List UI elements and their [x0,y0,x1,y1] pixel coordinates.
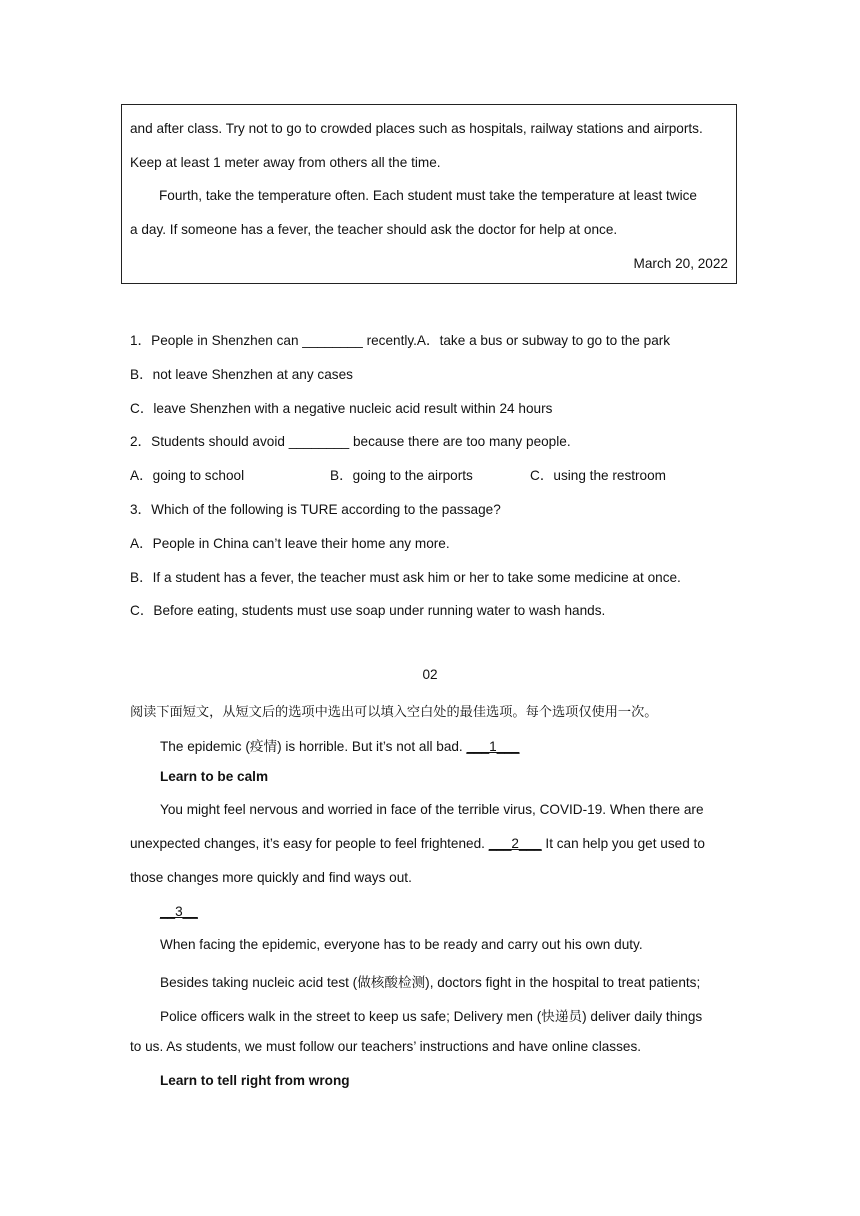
box-line-4: a day. If someone has a fever, the teacher should ask the doctor for help at once. [130,222,618,237]
question-3-option-a: A．People in China can’t leave their home any more. [130,536,450,551]
question-2-stem: 2．Students should avoid ________ because there are too many people. [130,434,571,449]
heading-learn-to-be-calm: Learn to be calm [160,769,269,784]
paragraph-1-text: The epidemic (疫情) is horrible. But it’s not all bad. [160,739,467,754]
question-1-option-b: B．not leave Shenzhen at any cases [130,367,353,382]
paragraph-2-line-2 [130,836,705,851]
question-1-stem: 1．People in Shenzhen can ________ recently.A．take a bus or subway to go to the park [130,333,671,348]
blank-3: __3__ [160,904,198,919]
section-instruction: 阅读下面短文，从短文后的选项中选出可以填入空白处的最佳选项。每个选项仅使用一次。 [130,705,658,720]
question-1-option-c: C．leave Shenzhen with a negative nucleic acid result within 24 hours [130,401,553,416]
box-line-1: and after class. Try not to go to crowded places such as hospitals, railway stations and airports. [130,121,703,136]
box-line-3: Fourth, take the temperature often. Each student must take the temperature at least twice [159,188,697,203]
paragraph-1 [160,735,519,755]
paragraph-3: When facing the epidemic, everyone has to be ready and carry out his own duty. [160,937,643,952]
question-3-option-b: B．If a student has a fever, the teacher must ask him or her to take some medicine at once. [130,570,681,585]
box-date: March 20, 2022 [633,256,728,271]
paragraph-4: Besides taking nucleic acid test (做核酸检测), doctors fight in the hospital to treat patients; [160,975,701,990]
question-3-stem: 3．Which of the following is TURE according to the passage? [130,502,501,517]
box-line-2: Keep at least 1 meter away from others all the time. [130,155,441,170]
blank-1: ___1___ [466,739,520,754]
blank-2: ___2___ [488,836,542,851]
section-number: 02 [422,667,438,682]
question-2-option-b: B．going to the airports [330,468,473,483]
paragraph-2-line-2-a: unexpected changes, it’s easy for people to feel frightened. [130,836,489,851]
passage-box [121,104,737,284]
paragraph-2-line-2-b: It can help you get used to [541,836,705,851]
question-2-option-c: C．using the restroom [530,468,666,483]
paragraph-2-line-3: those changes more quickly and find ways out. [130,870,412,885]
paragraph-5-line-1: Police officers walk in the street to keep us safe; Delivery men (快递员) deliver daily things [160,1009,703,1024]
paragraph-2-line-1: You might feel nervous and worried in face of the terrible virus, COVID-19. When there are [160,802,704,817]
heading-learn-to-tell-right-from-wrong: Learn to tell right from wrong [160,1073,350,1088]
question-3-option-c: C．Before eating, students must use soap under running water to wash hands. [130,603,606,618]
paragraph-5-line-2: to us. As students, we must follow our teachers’ instructions and have online classes. [130,1039,642,1054]
question-2-option-a: A．going to school [130,468,245,483]
